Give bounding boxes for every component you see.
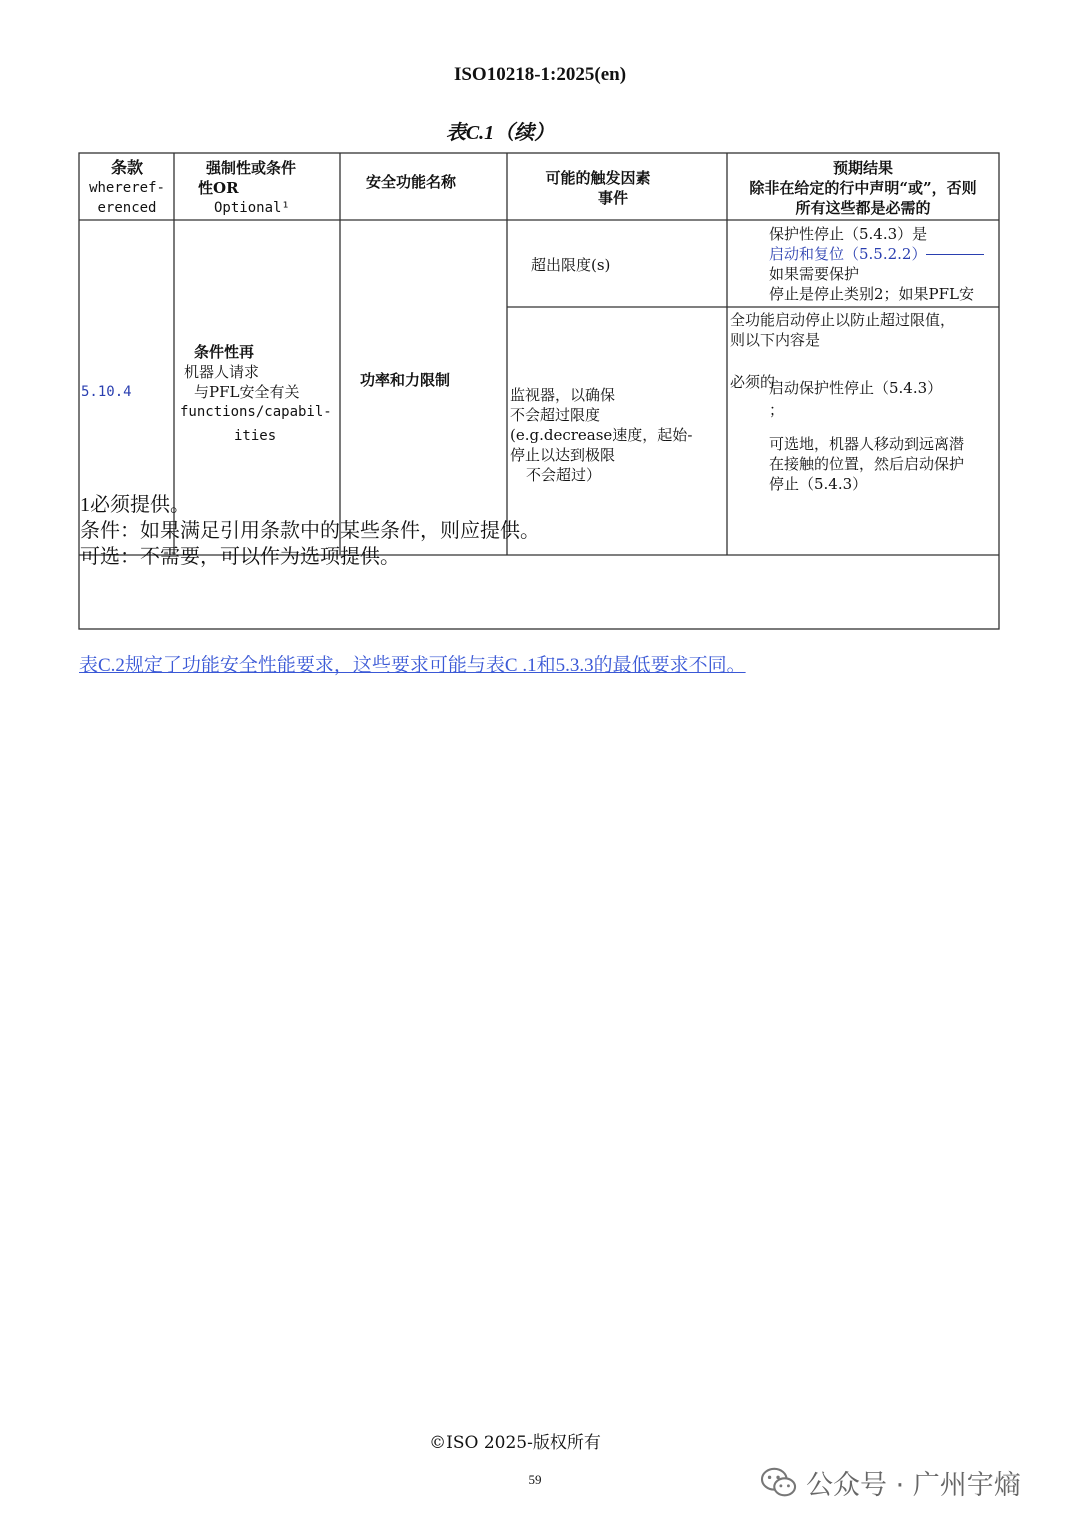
result-item-protective-stop: 启动保护性停止（5.4.3） <box>769 379 943 397</box>
table-title: 表C.1（续） <box>445 122 555 144</box>
result-must: 必须的 <box>730 373 776 391</box>
mandatory-cell: 条件性再 机器人请求 与PFL安全有关 functions/capabil- ities <box>180 343 332 444</box>
copyright: ©ISO 2025-版权所有 <box>429 1433 601 1453</box>
clause-number: 5.10.4 <box>81 384 132 400</box>
table-footnotes <box>80 492 540 570</box>
table-c2-reference-link[interactable]: 表C.2规定了功能安全性能要求，这些要求可能与表C .1和5.3.3的最低要求不同。 <box>79 655 746 676</box>
wechat-icon <box>760 1466 798 1500</box>
watermark-text: 公众号 · 广州宇熵 <box>806 1470 1021 1501</box>
table-grid <box>0 0 1080 700</box>
page-number: 59 <box>528 1472 542 1487</box>
result-full-function: 全功能启动停止以防止超过限值， 则以下内容是 <box>730 311 956 349</box>
result-protective-stop: 保护性停止（5.4.3）是 启动和复位（5.5.2.2） 如果需要保护 停止是停止类别2；如果PFL安 <box>769 224 994 304</box>
header-trigger: 可能的触发因素 事件 <box>545 169 651 207</box>
result-semicolon: ； <box>769 401 785 419</box>
footnote-mandatory: 1必须提供。 <box>80 494 190 516</box>
function-name: 功率和力限制 <box>360 371 451 389</box>
watermark <box>760 1463 1021 1502</box>
result-item-optional-move: 可选地，机器人移动到远离潜 在接触的位置，然后启动保护 停止（5.4.3） <box>769 435 965 493</box>
header-function-name: 安全功能名称 <box>365 173 456 191</box>
trigger-exceed-limits: 超出限度(s) <box>531 256 611 274</box>
document-header: ISO10218-1:2025(en) <box>453 64 627 85</box>
header-mandatory: 强制性或条件 性OR Optional¹ <box>198 159 297 216</box>
footnote-optional: 可选：不需要，可以作为选项提供。 <box>80 546 400 568</box>
link-start-reset[interactable]: 启动和复位（5.5.2.2） <box>769 245 927 263</box>
header-expected-result: 预期结果 除非在给定的行中声明“或”，否则 所有这些都是必需的 <box>749 159 977 217</box>
header-clause: 条款 whereref- erenced <box>89 158 165 216</box>
trigger-monitor: 监视器，以确保 不会超过限度 (e.g.decrease速度，起始- 停止以达到极限 不会超过） <box>510 386 693 484</box>
footnote-conditional: 条件：如果满足引用条款中的某些条件，则应提供。 <box>80 520 540 542</box>
